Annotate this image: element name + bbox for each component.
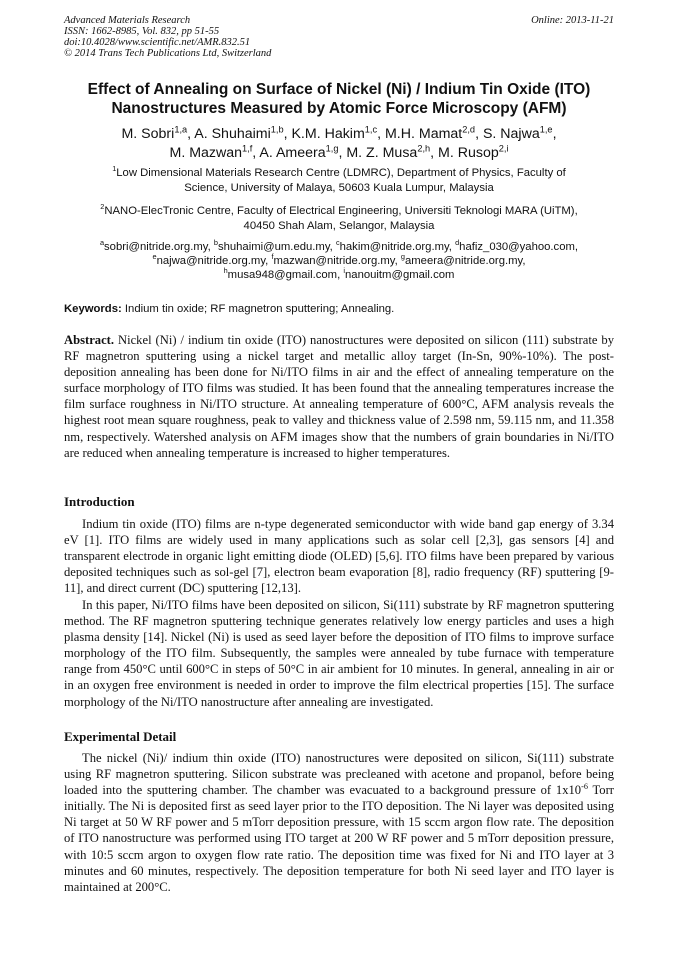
title-line-1: Effect of Annealing on Surface of Nickel (Ni) / Indium Tin Oxide (ITO) — [87, 81, 591, 98]
author: M. Sobri$^{1,a}$ — [121, 124, 188, 142]
author-emails — [60, 240, 618, 282]
author: M. Z. Musa$^{2,h}$ — [346, 143, 431, 161]
abstract-label: Abstract. — [64, 333, 115, 347]
author: K.M. Hakim$^{1,c}$ — [291, 124, 378, 142]
keywords — [64, 303, 394, 315]
author: M. Rusop$^{2,i}$ — [438, 143, 509, 161]
keywords-text: Indium tin oxide; RF magnetron sputtering; Annealing. — [121, 303, 395, 315]
affiliation-2: $^2$NANO-ElecTronic Centre, Faculty of Electrical Engineering, Universiti Teknologi MARA (UiTM), 40450 Shah Alam, Selangor, Malaysia — [100, 202, 578, 232]
email-link[interactable]: ameera@nitride.org.my, — [404, 255, 526, 267]
journal-doi: doi:10.4028/www.scientific.net/AMR.832.51 — [64, 37, 251, 48]
author: S. Najwa$^{1,e}$ — [482, 124, 553, 142]
email-link[interactable]: shuhaimi@um.edu.my, — [217, 241, 336, 253]
journal-copyright: © 2014 Trans Tech Publications Ltd, Switzerland — [64, 48, 272, 59]
abstract-text: Nickel (Ni) / indium tin oxide (ITO) nanostructures were deposited on silicon (111) substrate by RF magnetron sputtering using a nickel target and metallic alloy target (In-Sn, 90%-10%). The post-deposition annealing has been done for Ni/ITO films in air and the effect of annealing temperature on the surface morphology of ITO films was studied. It has been found that the annealing temperatures increase the film surface roughness in Ni/ITO structure. At annealing temperature of 600°C, AFM analysis reveals the highest root mean square roughness, peak to valley and thickness value of 2.598 nm, 59.115 nm, and 11.358 nm, respectively. Watershed analysis on AFM images show that the numbers of grain boundaries in Ni/ITO are reduced when annealing temperature is increased to higher temperatures. — [64, 333, 614, 460]
email-line-3: $^h$musa948@gmail.com, $^i$nanouitm@gmail.com — [223, 266, 455, 281]
email-link[interactable]: musa948@gmail.com, — [227, 269, 344, 281]
author: M.H. Mamat$^{2,d}$ — [384, 124, 476, 142]
email-line-2: $^e$najwa@nitride.org.my, $^f$mazwan@nitride.org.my, $^g$ameera@nitride.org.my, — [152, 252, 526, 267]
email-link[interactable]: hakim@nitride.org.my, — [339, 241, 456, 253]
introduction-heading: Introduction — [64, 494, 135, 509]
journal-name: Advanced Materials Research — [64, 15, 191, 26]
email-line-1: $^a$sobri@nitride.org.my, $^b$shuhaimi@um.edu.my, $^c$hakim@nitride.org.my, $^d$hafiz_030@yahoo.com, — [99, 238, 579, 253]
journal-issn: ISSN: 1662-8985, Vol. 832, pp 51-55 — [64, 26, 220, 37]
experimental-heading: Experimental Detail — [64, 729, 177, 744]
introduction-paragraph-2: In this paper, Ni/ITO films have been deposited on silicon, Si(111) substrate by RF magnetron sputtering method. The RF magnetron sputtering technique generates relatively low energy particles and uses a high plasma density [14]. Nickel (Ni) is used as seed layer before the deposition of ITO films to improve surface morphology of the ITO film. Subsequently, the samples were annealed by tube furnace with temperature range from 450°C until 600°C in steps of 50°C in air ambient for 10 minutes. In general, annealing in air or in an oxygen free environment is needed in order to improve the film electrical properties [15]. The surface morphology of the Ni/ITO nanostructure after annealing are investigated. — [64, 598, 614, 709]
introduction-paragraph-1: Indium tin oxide (ITO) films are n-type degenerated semiconductor with wide band gap energy of 3.34 eV [1]. ITO films are widely used in many applications such as solar cell [2,3], gas sensors [4] and transparent electrode in organic light emitting diode (OLED) [5,6]. ITO films have been prepared by various deposited techniques such as sol-gel [7], electron beam evaporation [8], radio frequency (RF) sputtering [9-11], and direct current (DC) sputtering [12,13]. — [64, 517, 614, 596]
online-date: Online: 2013-11-21 — [531, 15, 614, 26]
email-link[interactable]: nanouitm@gmail.com — [345, 269, 455, 281]
email-link[interactable]: najwa@nitride.org.my, — [156, 255, 272, 267]
author-line-1: M. Sobri$^{1,a}$, A. Shuhaimi$^{1,b}$, K.M. Hakim$^{1,c}$, M.H. Mamat$^{2,d}$, S. Najwa$^{1,e}$, — [121, 124, 557, 142]
paper-title — [60, 80, 618, 118]
title-line-2: Nanostructures Measured by Atomic Force Microscopy (AFM) — [111, 100, 567, 117]
author-line-2: M. Mazwan$^{1,f}$, A. Ameera$^{1,g}$, M. Z. Musa$^{2,h}$, M. Rusop$^{2,i}$ — [169, 143, 509, 161]
author-list — [60, 125, 618, 163]
email-link[interactable]: sobri@nitride.org.my, — [104, 241, 214, 253]
author: A. Ameera$^{1,g}$ — [259, 143, 339, 161]
affiliation-1: $^1$Low Dimensional Materials Research Centre (LDMRC), Department of Physics, Faculty of Science, University of Malaya, 50603 Kuala Lumpur, Malaysia — [112, 164, 566, 194]
email-link[interactable]: hafiz_030@yahoo.com, — [459, 241, 579, 253]
abstract — [64, 332, 614, 461]
author: A. Shuhaimi$^{1,b}$ — [194, 124, 284, 142]
author: M. Mazwan$^{1,f}$ — [169, 143, 253, 161]
email-link[interactable]: mazwan@nitride.org.my, — [273, 255, 401, 267]
journal-header — [64, 15, 271, 59]
experimental-paragraph: The nickel (Ni)/ indium thin oxide (ITO) nanostructures were deposited on silicon, Si(111) substrate using RF magnetron sputtering. Silicon substrate was precleaned with acetone and propanol, before being loaded into the sputtering chamber. The chamber was evacuated to a background pressure of $1x10^{-6}$ Torr initially. The Ni is deposited first as seed layer prior to the ITO deposition. The Ni layer was deposited using Ni target at 50 W RF power and 5 mTorr deposition pressure, with 15 sccm argon flow rate. The deposition of ITO nanostructure was performed using ITO target at 200 W RF power and 5 mTorr deposition pressure, with 10:5 sccm argon to oxygen flow rate ratio. The deposition time was fixed for Ni and ITO layer at 3 minutes and 60 minutes, respectively. The deposition temperature for both Ni seed layer and ITO layer is maintained at 200°C. — [64, 751, 614, 894]
keywords-label: Keywords: — [64, 303, 122, 315]
